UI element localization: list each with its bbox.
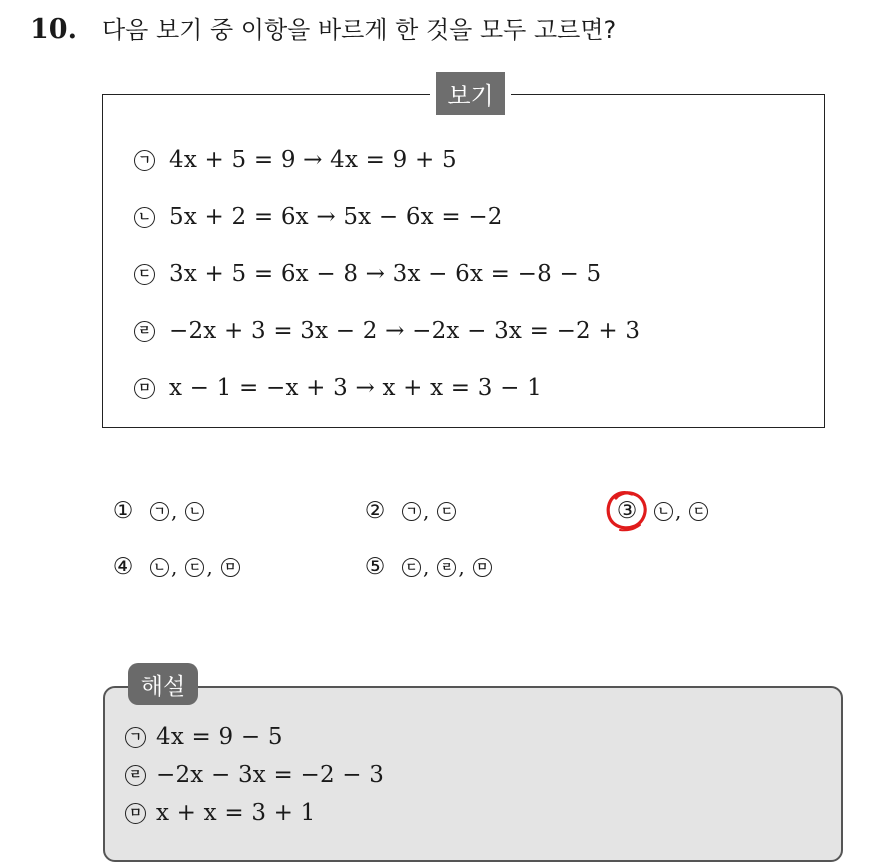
- bogi-item: [134, 318, 640, 344]
- bogi-equation: −2x + 3 = 3x − 2 → −2x − 3x = −2 + 3: [169, 318, 641, 344]
- marker-nieun: ㄴ: [185, 502, 204, 521]
- choice-2[interactable]: ② ㄱ , ㄷ: [362, 498, 456, 524]
- solution-title: 해설: [128, 663, 198, 705]
- marker-digeut: ㄷ: [689, 502, 708, 521]
- marker-nieun: ㄴ: [150, 558, 169, 577]
- bogi-equation: x − 1 = −x + 3 → x + x = 3 − 1: [169, 375, 542, 401]
- solution-item: [125, 762, 384, 788]
- bogi-item: [134, 147, 457, 173]
- solution-equation: 4x = 9 − 5: [156, 724, 283, 750]
- solution-equation: x + x = 3 + 1: [156, 800, 316, 826]
- bogi-title: 보기: [430, 72, 511, 115]
- marker-giyeok: ㄱ: [402, 502, 421, 521]
- choice-number: ④: [112, 554, 134, 580]
- marker-digeut: ㄷ: [402, 558, 421, 577]
- marker-digeut: ㄷ: [437, 502, 456, 521]
- bogi-equation: 3x + 5 = 6x − 8 → 3x − 6x = −8 − 5: [169, 261, 602, 287]
- marker-mieum: ㅁ: [134, 378, 155, 399]
- question-header: [30, 10, 616, 45]
- marker-mieum: ㅁ: [221, 558, 240, 577]
- solution-equation: −2x − 3x = −2 − 3: [156, 762, 385, 788]
- question-text: 다음 보기 중 이항을 바르게 한 것을 모두 고르면?: [102, 16, 617, 44]
- bogi-item: [134, 204, 503, 230]
- choice-4[interactable]: ④ ㄴ , ㄷ , ㅁ: [110, 554, 240, 580]
- marker-rieul: ㄹ: [125, 765, 146, 786]
- bogi-equation: 4x + 5 = 9 → 4x = 9 + 5: [169, 147, 457, 173]
- marker-giyeok: ㄱ: [134, 150, 155, 171]
- solution-item: [125, 724, 283, 750]
- marker-nieun: ㄴ: [654, 502, 673, 521]
- choice-5[interactable]: ⑤ ㄷ , ㄹ , ㅁ: [362, 554, 492, 580]
- bogi-equation: 5x + 2 = 6x → 5x − 6x = −2: [169, 204, 503, 230]
- choice-number: ②: [364, 498, 386, 524]
- choice-number-text: ③: [616, 498, 638, 524]
- choice-number: ①: [112, 498, 134, 524]
- question-number: 10.: [30, 14, 77, 45]
- marker-mieum: ㅁ: [473, 558, 492, 577]
- marker-giyeok: ㄱ: [150, 502, 169, 521]
- choice-1[interactable]: ① ㄱ , ㄴ: [110, 498, 204, 524]
- choice-3[interactable]: ③ ㄴ , ㄷ: [614, 498, 708, 524]
- marker-rieul: ㄹ: [134, 321, 155, 342]
- marker-mieum: ㅁ: [125, 803, 146, 824]
- marker-nieun: ㄴ: [134, 207, 155, 228]
- choice-number: ⑤: [364, 554, 386, 580]
- marker-rieul: ㄹ: [437, 558, 456, 577]
- bogi-item: [134, 261, 601, 287]
- solution-item: [125, 800, 316, 826]
- marker-digeut: ㄷ: [185, 558, 204, 577]
- choice-number-selected: [614, 498, 640, 524]
- marker-digeut: ㄷ: [134, 264, 155, 285]
- bogi-item: [134, 375, 542, 401]
- marker-giyeok: ㄱ: [125, 727, 146, 748]
